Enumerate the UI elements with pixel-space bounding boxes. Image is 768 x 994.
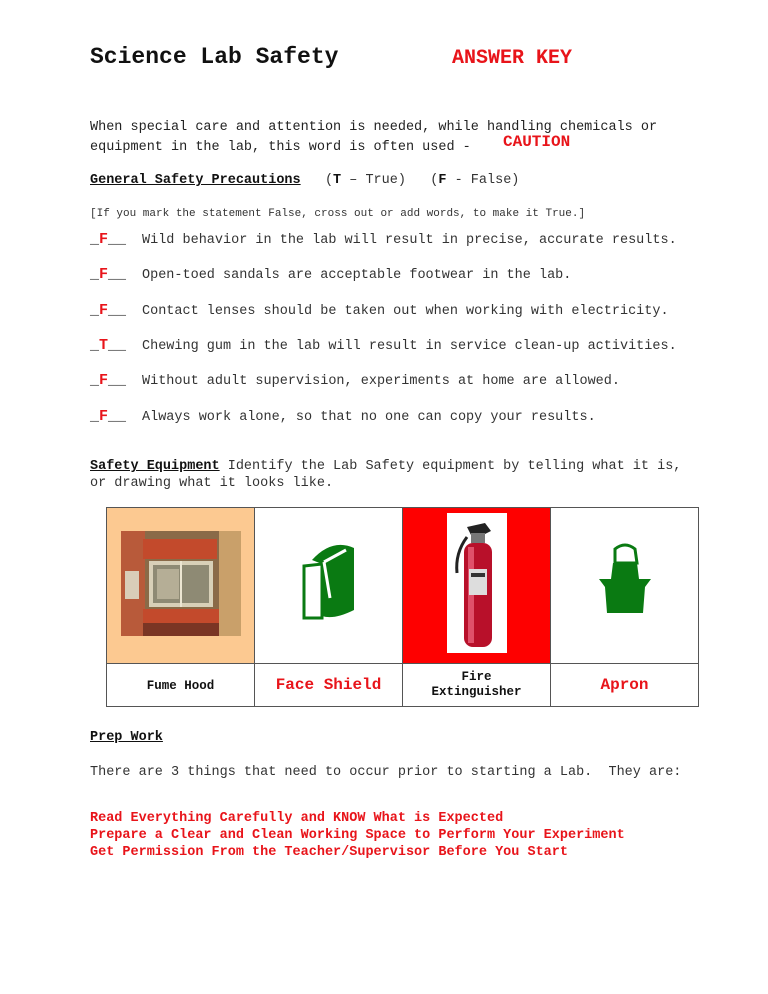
fire-extinguisher-label-cell — [403, 664, 551, 707]
false-text: - False) — [446, 173, 520, 188]
statement-text: Chewing gum in the lab will result in service clean-up activities. — [142, 339, 677, 354]
answer-blank[interactable]: _F__ — [90, 372, 127, 389]
statement-text: Contact lenses should be taken out when working with electricity. — [142, 304, 669, 319]
equipment-intro — [90, 458, 690, 492]
true-text: – True) — [341, 173, 406, 188]
answer-letter: F — [99, 302, 109, 319]
statement-text: Wild behavior in the lab will result in precise, accurate results. — [142, 233, 677, 248]
prep-step: Read Everything Carefully and KNOW What is Expected — [90, 811, 504, 826]
answer-letter: F — [99, 372, 109, 389]
prep-text: There are 3 things that need to occur prior to starting a Lab. They are: — [90, 765, 682, 780]
true-letter: T — [333, 173, 342, 188]
statement-text: Open-toed sandals are acceptable footwear in the lab. — [142, 268, 572, 283]
fume-hood-label: Fume Hood — [146, 679, 215, 693]
prep-step: Prepare a Clear and Clean Working Space to Perform Your Experiment — [90, 828, 625, 843]
fire-extinguisher-image — [447, 513, 507, 653]
fume-hood-cell — [107, 508, 255, 664]
face-shield-label: Face Shield — [275, 676, 382, 694]
equipment-table — [106, 507, 699, 707]
page-title: Science Lab Safety — [90, 44, 339, 70]
answer-letter: F — [99, 266, 109, 283]
answer-blank[interactable]: _F__ — [90, 302, 127, 319]
face-shield-label-cell — [255, 664, 403, 707]
answer-letter: F — [99, 231, 109, 248]
apron-label-cell — [551, 664, 699, 707]
answer-blank[interactable]: _T__ — [90, 337, 127, 354]
general-heading: General Safety Precautions — [90, 173, 301, 188]
equipment-instruction: Identify the Lab Safety equipment by telling what it is, or drawing what it looks like. — [90, 459, 682, 491]
intro-answer: CAUTION — [503, 133, 571, 151]
answer-letter: F — [99, 408, 109, 425]
instruction-note: [If you mark the statement False, cross out or add words, to make it True.] — [90, 208, 586, 220]
statement-text: Without adult supervision, experiments at home are allowed. — [142, 374, 620, 389]
fire-extinguisher-label: Fire Extinguisher — [431, 670, 522, 699]
fire-extinguisher-cell — [403, 508, 551, 664]
apron-icon — [595, 543, 655, 623]
prep-step: Get Permission From the Teacher/Supervisor Before You Start — [90, 845, 568, 860]
general-heading-row: General Safety Precautions (T – True) (F - False) — [90, 173, 520, 188]
apron-cell — [551, 508, 699, 664]
answer-blank[interactable]: _F__ — [90, 231, 127, 248]
apron-label: Apron — [600, 676, 649, 694]
answer-key-label: ANSWER KEY — [452, 47, 573, 70]
prep-steps — [90, 810, 625, 861]
false-letter: F — [438, 173, 447, 188]
prep-heading: Prep Work — [90, 730, 163, 745]
answer-letter: T — [99, 337, 109, 354]
fume-hood-image — [121, 531, 241, 636]
fume-hood-label-cell — [107, 664, 255, 707]
equipment-heading: Safety Equipment — [90, 459, 220, 474]
intro-question: When special care and attention is needed, while handling chemicals or equipment in the lab, this word is often used - — [90, 120, 658, 155]
answer-blank[interactable]: _F__ — [90, 408, 127, 425]
face-shield-cell — [255, 508, 403, 664]
statement-text: Always work alone, so that no one can copy your results. — [142, 410, 596, 425]
face-shield-icon — [294, 538, 364, 628]
answer-blank[interactable]: _F__ — [90, 266, 127, 283]
